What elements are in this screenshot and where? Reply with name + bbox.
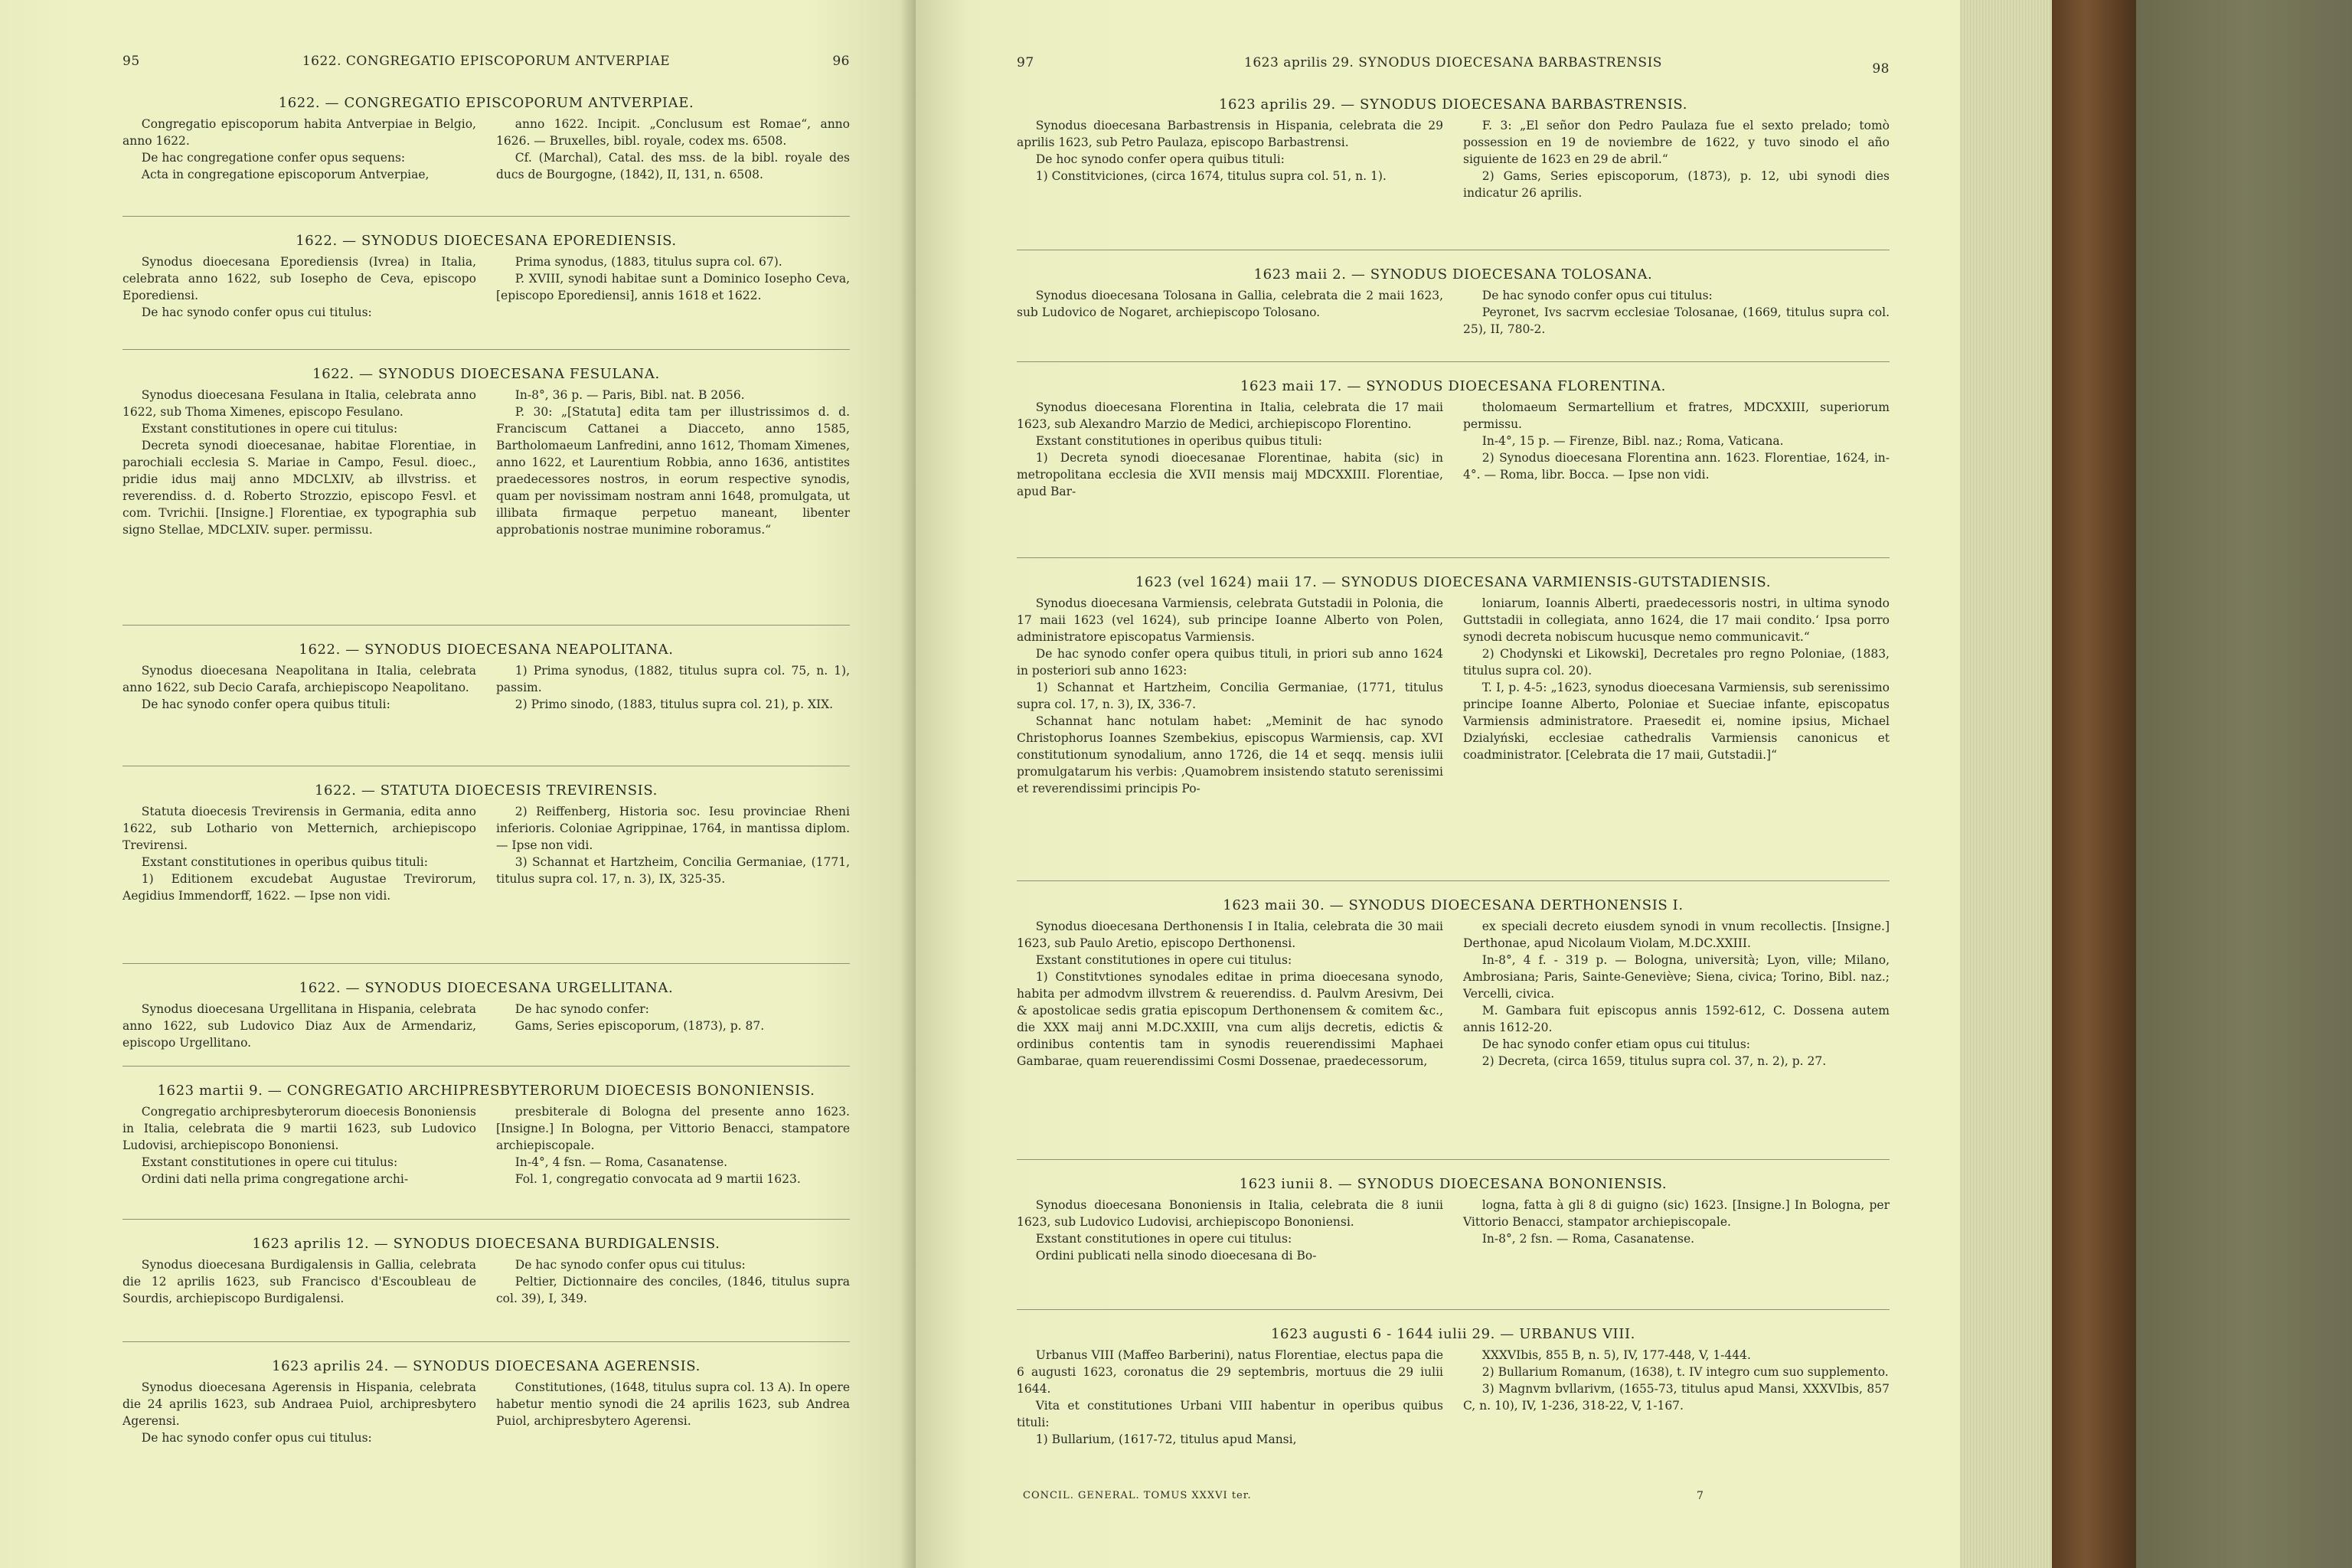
entry-columns xyxy=(1017,918,1890,1070)
entry-paragraph: logna, fatta à gli 8 di guigno (sic) 1623. [Insigne.] In Bologna, per Vittorio Benacci, stampator archiepiscopale. xyxy=(1463,1198,1890,1229)
entry-paragraph: ex speciali decreto eiusdem synodi in vnum recollectis. [Insigne.] Derthonae, apud Nicolaum Violam, M.DC.XXIII. xyxy=(1463,920,1890,950)
entry-paragraph: Peltier, Dictionnaire des conciles, (1846, titulus supra col. 39), I, 349. xyxy=(496,1275,850,1305)
entry-block xyxy=(122,95,850,183)
entry-column-right xyxy=(496,116,850,183)
entry-paragraph: De hac synodo confer opera quibus tituli, in priori sub anno 1624 in posteriori sub anno 1623: xyxy=(1017,647,1443,678)
entry-column-left xyxy=(1017,287,1443,338)
entry-column-right xyxy=(496,1256,850,1307)
signature-line xyxy=(1023,1490,1796,1501)
entry-paragraph: Constitutiones, (1648, titulus supra col. 13 A). In opere habetur mentio synodi die 24 aprilis 1623, sub Andrea Puiol, archipresbytero Agerensi. xyxy=(496,1380,850,1428)
entry-paragraph: Exstant constitutiones in opere cui titulus: xyxy=(1035,1232,1292,1246)
entry-column-left xyxy=(122,1256,476,1307)
entry-paragraph: In-8°, 2 fsn. — Roma, Casanatense. xyxy=(1481,1232,1695,1246)
entry-column-right xyxy=(1463,1197,1890,1264)
entry-paragraph: Synodus dioecesana Fesulana in Italia, celebrata anno 1622, sub Thoma Ximenes, episcopo Fesulano. xyxy=(122,388,476,419)
entry-paragraph: Decreta synodi dioecesanae, habitae Florentiae, in parochiali ecclesia S. Mariae in Campo, Fesul. dioec., pridie idus maij anno MDCLXIV, ab illvstriss. et reverendiss. d. d. Roberto Strozzio, episcopo Fesvl. et com. Tvrichii. [Insigne.] Florentiae, ex typographia sub signo Stellae, MDCLXIV. super. permissu. xyxy=(122,439,476,537)
entry-paragraph: 2) Gams, Series episcoporum, (1873), p. 12, ubi synodi dies indicatur 26 aprilis. xyxy=(1463,169,1890,200)
entry-paragraph: Congregatio episcoporum habita Antverpiae in Belgio, anno 1622. xyxy=(122,117,476,148)
page-number: 95 xyxy=(122,54,140,69)
entry-paragraph: M. Gambara fuit episcopus annis 1592-612, C. Dossena autem annis 1612-20. xyxy=(1463,1004,1890,1034)
running-title: 1623 aprilis 29. SYNODUS DIOECESANA BARBASTRENSIS xyxy=(1244,55,1662,70)
entry-paragraph: In-4°, 15 p. — Firenze, Bibl. naz.; Roma, Vaticana. xyxy=(1481,434,1784,448)
entry-heading: 1623 martii 9. — CONGREGATIO ARCHIPRESBYTERORUM DIOECESIS BONONIENSIS. xyxy=(157,1083,815,1099)
entry-column-right xyxy=(496,387,850,538)
entry-columns xyxy=(122,662,850,713)
entry-paragraph: 1) Prima synodus, (1882, titulus supra col. 75, n. 1), passim. xyxy=(496,664,850,694)
entry-paragraph: Acta in congregatione episcoporum Antverpiae, xyxy=(141,168,430,181)
entry-paragraph: 1) Schannat et Hartzheim, Concilia Germaniae, (1771, titulus supra col. 17, n. 3), IX, 336-7. xyxy=(1017,681,1443,711)
entry-paragraph: De hac synodo confer: xyxy=(514,1002,649,1016)
entry-columns xyxy=(1017,287,1890,338)
entry-paragraph: 1) Editionem excudebat Augustae Trevirorum, Aegidius Immendorff, 1622. — Ipse non vidi. xyxy=(122,872,476,903)
entry-paragraph: De hac synodo confer opera quibus tituli: xyxy=(141,697,390,711)
entry-column-left xyxy=(122,387,476,538)
entry-columns xyxy=(122,803,850,904)
entry-paragraph: Vita et constitutiones Urbani VIII habentur in operibus quibus tituli: xyxy=(1017,1399,1443,1429)
entry-paragraph: 1) Bullarium, (1617-72, titulus apud Mansi, xyxy=(1035,1432,1297,1446)
entry-divider xyxy=(1017,880,1890,881)
entry-paragraph: XXXVIbis, 855 B, n. 5), IV, 177-448, V, 1-444. xyxy=(1481,1348,1751,1362)
entry-paragraph: De hac synodo confer opus cui titulus: xyxy=(514,1258,746,1272)
entry-column-right xyxy=(496,662,850,713)
entry-paragraph: Ordini dati nella prima congregatione archi- xyxy=(141,1172,409,1186)
entry-paragraph: Synodus dioecesana Urgellitana in Hispania, celebrata anno 1622, sub Ludovico Diaz Aux de Armendariz, episcopo Urgellitano. xyxy=(122,1002,476,1050)
entry-divider xyxy=(122,216,850,217)
entry-paragraph: In-8°, 36 p. — Paris, Bibl. nat. B 2056. xyxy=(514,388,745,402)
entry-heading: 1623 (vel 1624) maii 17. — SYNODUS DIOECESANA VARMIENSIS-GUTSTADIENSIS. xyxy=(1135,574,1772,590)
page-fore-edge xyxy=(1960,0,2052,1568)
entry-column-right xyxy=(1463,1347,1890,1448)
entry-heading: 1622. — SYNODUS DIOECESANA NEAPOLITANA. xyxy=(299,642,674,658)
entry-paragraph: 3) Magnvm bvllarivm, (1655-73, titulus apud Mansi, XXXVIbis, 857 C, n. 10), IV, 1-236, 318-22, V, 1-167. xyxy=(1463,1382,1890,1413)
entry-heading: 1622. — SYNODUS DIOECESANA EPOREDIENSIS. xyxy=(296,233,677,249)
entry-column-right xyxy=(496,1001,850,1051)
entry-divider xyxy=(1017,557,1890,558)
entry-block xyxy=(122,233,850,321)
entry-paragraph: P. XVIII, synodi habitae sunt a Dominico Iosepho Ceva, [episcopo Eporediensi], annis 1618 et 1622. xyxy=(496,272,850,302)
entry-divider xyxy=(1017,361,1890,362)
page-number: 98 xyxy=(1872,61,1890,77)
entry-column-right xyxy=(1463,399,1890,500)
entry-heading: 1622. — CONGREGATIO EPISCOPORUM ANTVERPIAE. xyxy=(278,95,694,111)
entry-columns xyxy=(122,253,850,321)
entry-paragraph: De hac synodo confer opus cui titulus: xyxy=(141,305,372,319)
entry-paragraph: Synodus dioecesana Agerensis in Hispania, celebrata die 24 aprilis 1623, sub Andraea Puiol, archipresbytero Agerensi. xyxy=(122,1380,476,1428)
entry-column-left xyxy=(122,1379,476,1446)
entry-block xyxy=(122,1083,850,1187)
entry-paragraph: 2) Synodus dioecesana Florentina ann. 1623. Florentiae, 1624, in-4°. — Roma, libr. Bocca. — Ipse non vidi. xyxy=(1463,451,1890,482)
left-page xyxy=(0,0,916,1568)
entry-columns xyxy=(1017,1347,1890,1448)
entry-column-right xyxy=(1463,918,1890,1070)
entry-paragraph: Urbanus VIII (Maffeo Barberini), natus Florentiae, electus papa die 6 augusti 1623, coronatus die 29 septembris, mortuus die 29 iulii 1644. xyxy=(1017,1348,1443,1396)
entry-paragraph: 1) Decreta synodi dioecesanae Florentinae, habita (sic) in metropolitana ecclesia die XVII mensis maij MDCXXIII. Florentiae, apud Bar- xyxy=(1017,451,1443,498)
signature-number: 7 xyxy=(1697,1490,1704,1502)
entry-paragraph: Synodus dioecesana Varmiensis, celebrata Gutstadii in Polonia, die 17 maii 1623 (vel 1624), sub principe Ioanne Alberto von Polen, administratore episcopatus Varmiensis. xyxy=(1017,596,1443,644)
entry-paragraph: Exstant constitutiones in opere cui titulus: xyxy=(141,1155,398,1169)
entry-divider xyxy=(122,1066,850,1067)
entry-paragraph: Synodus dioecesana Burdigalensis in Gallia, celebrata die 12 aprilis 1623, sub Francisco d'Escoubleau de Sourdis, archiepiscopo Burdigalensi. xyxy=(122,1258,476,1305)
entry-columns xyxy=(122,1001,850,1051)
entry-block xyxy=(1017,266,1890,338)
entry-paragraph: 2) Chodynski et Likowski], Decretales pro regno Poloniae, (1883, titulus supra col. 20). xyxy=(1463,647,1890,678)
right-page xyxy=(916,0,1960,1568)
entry-paragraph: T. I, p. 4-5: „1623, synodus dioecesana Varmiensis, sub serenissimo principe Ioanne Alberto, Poloniae et Sueciae infante, episcopatus Varmiensis administratore. Praesedit ei, nomine ipsius, Michael Dzialyński, ecclesiae cathedralis Varmiensis canonicus et coadministrator. [Celebrata die 17 maii, Gutstadii.]“ xyxy=(1463,681,1890,762)
entry-divider xyxy=(1017,1159,1890,1160)
entry-block xyxy=(122,980,850,1051)
entry-paragraph: Schannat hanc notulam habet: „Meminit de hac synodo Christophorus Ioannes Szembekius, episcopus Warmiensis, cap. XVI constitutionum synodalium, anno 1726, die 14 et seqq. mensis iulii promulgatarum his verbis: ‚Quamobrem insistendo statuto serenissimi et reverendissimi principis Po- xyxy=(1017,714,1443,795)
entry-column-left xyxy=(1017,1347,1443,1448)
entry-paragraph: presbiterale di Bologna del presente anno 1623. [Insigne.] In Bologna, per Vittorio Benacci, stampatore archiepiscopale. xyxy=(496,1105,850,1152)
entry-column-right xyxy=(496,803,850,904)
entry-column-left xyxy=(122,662,476,713)
entry-heading: 1622. — STATUTA DIOECESIS TREVIRENSIS. xyxy=(314,782,658,799)
entry-paragraph: Peyronet, Ivs sacrvm ecclesiae Tolosanae, (1669, titulus supra col. 25), II, 780-2. xyxy=(1463,305,1890,336)
running-title: 1622. CONGREGATIO EPISCOPORUM ANTVERPIAE xyxy=(302,54,671,69)
entry-block xyxy=(122,1358,850,1446)
entry-paragraph: Synodus dioecesana Florentina in Italia, celebrata die 17 maii 1623, sub Alexandro Marzio de Medici, archiepiscopo Florentino. xyxy=(1017,400,1443,431)
entry-column-right xyxy=(496,1103,850,1187)
entry-columns xyxy=(1017,399,1890,500)
entry-paragraph: Synodus dioecesana Barbastrensis in Hispania, celebrata die 29 aprilis 1623, sub Petro Paulaza, episcopo Barbastrensi. xyxy=(1017,119,1443,149)
entry-paragraph: 1) Constitvtiones synodales editae in prima dioecesana synodo, habita per admodvm illvstrem & reuerendiss. d. Paulvm Aresivm, Dei & apostolicae sedis gratia episcopum Derthonensem & comitem &c., die XXX maij anni M.DC.XXIII, vna cum alijs decretis, edictis & ordinibus contentis tam in synodis reuerendissimi Maphaei Gambarae, quam reuerendissimi Cosmi Dossenae, praedecessorum, xyxy=(1017,970,1443,1068)
entry-heading: 1623 aprilis 12. — SYNODUS DIOECESANA BURDIGALENSIS. xyxy=(252,1236,720,1252)
entry-paragraph: Synodus dioecesana Neapolitana in Italia, celebrata anno 1622, sub Decio Carafa, archiepiscopo Neapolitano. xyxy=(122,664,476,694)
entry-paragraph: De hac congregatione confer opus sequens: xyxy=(141,151,406,165)
entry-block xyxy=(122,782,850,904)
entry-paragraph: Exstant constitutiones in operibus quibus tituli: xyxy=(141,855,428,869)
entry-column-right xyxy=(1463,595,1890,797)
entry-column-right xyxy=(496,1379,850,1446)
entry-heading: 1622. — SYNODUS DIOECESANA FESULANA. xyxy=(312,366,660,382)
entry-paragraph: Exstant constitutiones in opere cui titulus: xyxy=(141,422,398,436)
entry-paragraph: F. 3: „El señor don Pedro Paulaza fue el sexto prelado; tomò possession en 19 de noviembre de 1622, y tuvo sinodo el año siguiente de 1623 en 29 de abril.“ xyxy=(1463,119,1890,166)
entry-columns xyxy=(1017,117,1890,201)
entry-column-right xyxy=(1463,287,1890,338)
entry-divider xyxy=(122,1219,850,1220)
entry-divider xyxy=(122,1341,850,1342)
signature-mark: CONCIL. GENERAL. TOMUS XXXVI ter. xyxy=(1023,1490,1252,1501)
entry-paragraph: 3) Schannat et Hartzheim, Concilia Germaniae, (1771, titulus supra col. 17, n. 3), IX, 325-35. xyxy=(496,855,850,886)
entry-paragraph: tholomaeum Sermartellium et fratres, MDCXXIII, superiorum permissu. xyxy=(1463,400,1890,431)
running-head-left xyxy=(122,54,850,74)
entry-paragraph: 2) Decreta, (circa 1659, titulus supra col. 37, n. 2), p. 27. xyxy=(1481,1054,1827,1068)
entry-column-left xyxy=(122,1103,476,1187)
entry-columns xyxy=(122,387,850,538)
entry-paragraph: Cf. (Marchal), Catal. des mss. de la bibl. royale des ducs de Bourgogne, (1842), II, 131, n. 6508. xyxy=(496,151,850,181)
entry-paragraph: In-4°, 4 fsn. — Roma, Casanatense. xyxy=(514,1155,728,1169)
entry-paragraph: Synodus dioecesana Eporediensis (Ivrea) in Italia, celebrata anno 1622, sub Iosepho de Ceva, episcopo Eporediensi. xyxy=(122,255,476,302)
entry-heading: 1623 aprilis 29. — SYNODUS DIOECESANA BARBASTRENSIS. xyxy=(1218,96,1688,113)
entry-paragraph: De hoc synodo confer opera quibus tituli: xyxy=(1035,152,1285,166)
entry-block xyxy=(1017,897,1890,1070)
entry-divider xyxy=(122,349,850,350)
entry-paragraph: 1) Constitviciones, (circa 1674, titulus supra col. 51, n. 1). xyxy=(1035,169,1387,183)
entry-paragraph: 2) Primo sinodo, (1883, titulus supra col. 21), p. XIX. xyxy=(514,697,834,711)
entry-paragraph: De hac synodo confer opus cui titulus: xyxy=(1481,289,1713,302)
entry-heading: 1622. — SYNODUS DIOECESANA URGELLITANA. xyxy=(299,980,674,996)
entry-block xyxy=(1017,1326,1890,1448)
entry-columns xyxy=(1017,595,1890,797)
entry-paragraph: In-8°, 4 f. - 319 p. — Bologna, università; Lyon, ville; Milano, Ambrosiana; Paris, Sainte-Geneviève; Siena, civica; Torino, Bibl. naz.; Vercelli, civica. xyxy=(1463,953,1890,1001)
entry-paragraph: loniarum, Ioannis Alberti, praedecessoris nostri, in ultima synodo Guttstadii in collegiata, anno 1624, die 17 maii condito.‘ Ipsa porro synodi decreta nobiscum hucusque nemo communicavit.“ xyxy=(1463,596,1890,644)
entry-columns xyxy=(1017,1197,1890,1264)
entry-block xyxy=(1017,378,1890,500)
entry-paragraph: De hac synodo confer opus cui titulus: xyxy=(141,1431,372,1445)
entry-block xyxy=(1017,1176,1890,1264)
entry-columns xyxy=(122,1103,850,1187)
entry-column-left xyxy=(1017,595,1443,797)
entry-paragraph: P. 30: „[Statuta] edita tam per illustrissimos d. d. Franciscum Cattanei a Diacceto, anno 1585, Bartholomaeum Lanfredini, anno 1612, Thomam Ximenes, anno 1622, et Laurentium Robbia, anno 1636, antistites praedecessores nostros, in eorum respective synodis, quam per novissimam nostram anni 1648, promulgata, ut illibata firmaque perpetuo maneant, libenter approbationis nostrae munimine roboramus.“ xyxy=(496,405,850,537)
page-number: 96 xyxy=(832,54,850,69)
entry-paragraph: Exstant constitutiones in operibus quibus tituli: xyxy=(1035,434,1322,448)
entry-heading: 1623 maii 30. — SYNODUS DIOECESANA DERTHONENSIS I. xyxy=(1223,897,1684,913)
entry-divider xyxy=(1017,1309,1890,1310)
entry-block xyxy=(1017,574,1890,797)
entry-heading: 1623 maii 17. — SYNODUS DIOECESANA FLORENTINA. xyxy=(1240,378,1666,394)
entry-paragraph: 2) Bullarium Romanum, (1638), t. IV integro cum suo supplemento. xyxy=(1481,1365,1889,1379)
entry-paragraph: anno 1622. Incipit. „Conclusum est Romae“, anno 1626. — Bruxelles, bibl. royale, codex ms. 6508. xyxy=(496,117,850,148)
entry-paragraph: 2) Reiffenberg, Historia soc. Iesu provinciae Rheni inferioris. Coloniae Agrippinae, 1764, in mantissa diplom. — Ipse non vidi. xyxy=(496,805,850,852)
entry-paragraph: Ordini publicati nella sinodo dioecesana di Bo- xyxy=(1035,1249,1317,1263)
entry-block xyxy=(122,366,850,538)
entry-paragraph: De hac synodo confer etiam opus cui titulus: xyxy=(1481,1037,1751,1051)
entry-paragraph: Gams, Series episcoporum, (1873), p. 87. xyxy=(514,1019,765,1033)
entry-column-left xyxy=(1017,918,1443,1070)
entry-column-right xyxy=(1463,117,1890,201)
entry-heading: 1623 maii 2. — SYNODUS DIOECESANA TOLOSANA. xyxy=(1253,266,1653,283)
page-number: 97 xyxy=(1017,55,1034,70)
entry-column-left xyxy=(1017,1197,1443,1264)
entry-paragraph: Synodus dioecesana Bononiensis in Italia, celebrata die 8 iunii 1623, sub Ludovico Ludovisi, archiepiscopo Bononiensi. xyxy=(1017,1198,1443,1229)
running-head-right xyxy=(1017,55,1890,75)
entry-paragraph: Synodus dioecesana Tolosana in Gallia, celebrata die 2 maii 1623, sub Ludovico de Nogaret, archiepiscopo Tolosano. xyxy=(1017,289,1443,319)
entry-columns xyxy=(122,1379,850,1446)
entry-block xyxy=(122,1236,850,1307)
entry-column-left xyxy=(122,253,476,321)
entry-block xyxy=(1017,96,1890,201)
book-cover xyxy=(2052,0,2136,1568)
entry-column-right xyxy=(496,253,850,321)
entry-divider xyxy=(122,963,850,964)
entry-paragraph: Congregatio archipresbyterorum dioecesis Bononiensis in Italia, celebrata die 9 martii 1623, sub Ludovico Ludovisi, archiepiscopo Bononiensi. xyxy=(122,1105,476,1152)
entry-columns xyxy=(122,1256,850,1307)
entry-paragraph: Fol. 1, congregatio convocata ad 9 martii 1623. xyxy=(514,1172,801,1186)
entry-divider xyxy=(122,625,850,626)
background-surface xyxy=(2136,0,2352,1568)
entry-columns xyxy=(122,116,850,183)
entry-column-left xyxy=(1017,399,1443,500)
entry-column-left xyxy=(122,1001,476,1051)
entry-heading: 1623 augusti 6 - 1644 iulii 29. — URBANUS VIII. xyxy=(1270,1326,1635,1342)
entry-paragraph: Exstant constitutiones in opere cui titulus: xyxy=(1035,953,1292,967)
entry-column-left xyxy=(122,116,476,183)
entry-heading: 1623 iunii 8. — SYNODUS DIOECESANA BONONIENSIS. xyxy=(1239,1176,1668,1192)
entry-block xyxy=(122,642,850,713)
entry-column-left xyxy=(122,803,476,904)
entry-paragraph: Synodus dioecesana Derthonensis I in Italia, celebrata die 30 maii 1623, sub Paulo Aretio, episcopo Derthonensi. xyxy=(1017,920,1443,950)
entry-paragraph: Prima synodus, (1883, titulus supra col. 67). xyxy=(514,255,782,269)
entry-paragraph: Statuta dioecesis Trevirensis in Germania, edita anno 1622, sub Lothario von Metternich, archiepiscopo Trevirensi. xyxy=(122,805,476,852)
entry-column-left xyxy=(1017,117,1443,201)
entry-heading: 1623 aprilis 24. — SYNODUS DIOECESANA AGERENSIS. xyxy=(272,1358,701,1374)
